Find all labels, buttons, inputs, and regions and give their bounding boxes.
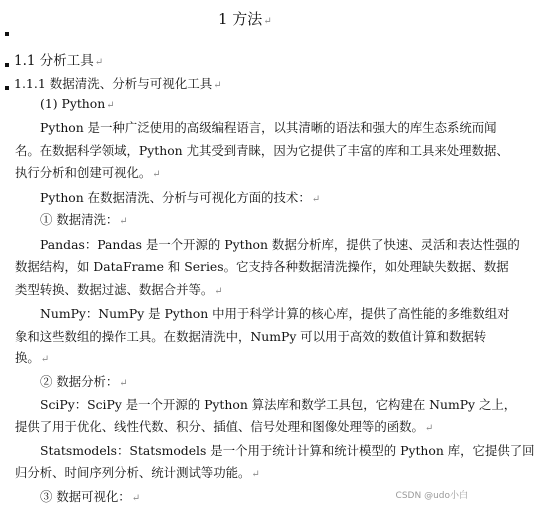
paragraph-mark: ↵ (424, 423, 434, 435)
item-heading: (1) Python↵ (40, 96, 115, 112)
bullet-marker (5, 86, 9, 90)
list-heading: ① 数据清洗：↵ (40, 212, 128, 227)
document-title: 1 方法↵ (218, 10, 272, 29)
section-heading: 1.1 分析工具↵ (14, 52, 104, 69)
paragraph-line: 归分析、时间序列分析、统计测试等功能。↵ (15, 465, 260, 481)
paragraph-mark: ↵ (213, 80, 222, 92)
watermark: CSDN @udo小白 (395, 491, 468, 501)
bullet-marker (5, 63, 9, 67)
paragraph-line: 象和这些数组的操作工具。在数据清洗中，NumPy 可以用于高效的数值计算和数据转 (15, 328, 487, 344)
bullet-marker (5, 32, 9, 36)
paragraph-mark: ↵ (214, 285, 223, 297)
paragraph-mark: ↵ (94, 56, 104, 68)
paragraph-mark: ↵ (131, 492, 141, 504)
paragraph-mark: ↵ (152, 169, 161, 181)
paragraph-line: Statsmodels：Statsmodels 是一个用于统计计算和统计模型的 Python 库，它提供了回 (40, 443, 535, 459)
paragraph-line: NumPy：NumPy 是 Python 中用于科学计算的核心库，提供了高性能的多维数组对 (40, 305, 510, 321)
paragraph-mark: ↵ (106, 100, 115, 112)
paragraph-line: 执行分析和创建可视化。↵ (15, 165, 161, 181)
list-heading: ③ 数据可视化：↵ (40, 488, 141, 504)
paragraph-mark: ↵ (251, 469, 260, 481)
paragraph-line: 类型转换、数据过滤、数据合并等。↵ (15, 281, 223, 297)
paragraph-mark: ↵ (119, 216, 128, 227)
list-heading: ② 数据分析：↵ (40, 374, 128, 390)
paragraph-line: Pandas：Pandas 是一个开源的 Python 数据分析库，提供了快速、灵活和表达性强的 (40, 236, 520, 252)
paragraph-mark: ↵ (40, 354, 50, 366)
subsection-heading: 1.1.1 数据清洗、分析与可视化工具↵ (14, 76, 222, 92)
paragraph-line: 提供了用于优化、线性代数、积分、插值、信号处理和图像处理等的函数。↵ (15, 419, 434, 435)
paragraph-line: Python 是一种广泛使用的高级编程语言，以其清晰的语法和强大的库生态系统而闻 (40, 120, 497, 136)
paragraph-line: Python 在数据清洗、分析与可视化方面的技术：↵ (40, 190, 321, 206)
paragraph-line: SciPy：SciPy 是一个开源的 Python 算法库和数学工具包，它构建在 NumPy 之上， (40, 397, 517, 413)
paragraph-line: 名。在数据科学领域，Python 尤其受到青睐，因为它提供了丰富的库和工具来处理数据、 (15, 143, 509, 159)
paragraph-mark: ↵ (263, 16, 272, 28)
paragraph-line: 数据结构，如 DataFrame 和 Series。它支持各种数据清洗操作，如处理缺失数据、数据 (15, 258, 509, 274)
paragraph-line: 换。↵ (15, 350, 50, 366)
paragraph-mark: ↵ (119, 378, 128, 390)
paragraph-mark: ↵ (311, 194, 321, 206)
